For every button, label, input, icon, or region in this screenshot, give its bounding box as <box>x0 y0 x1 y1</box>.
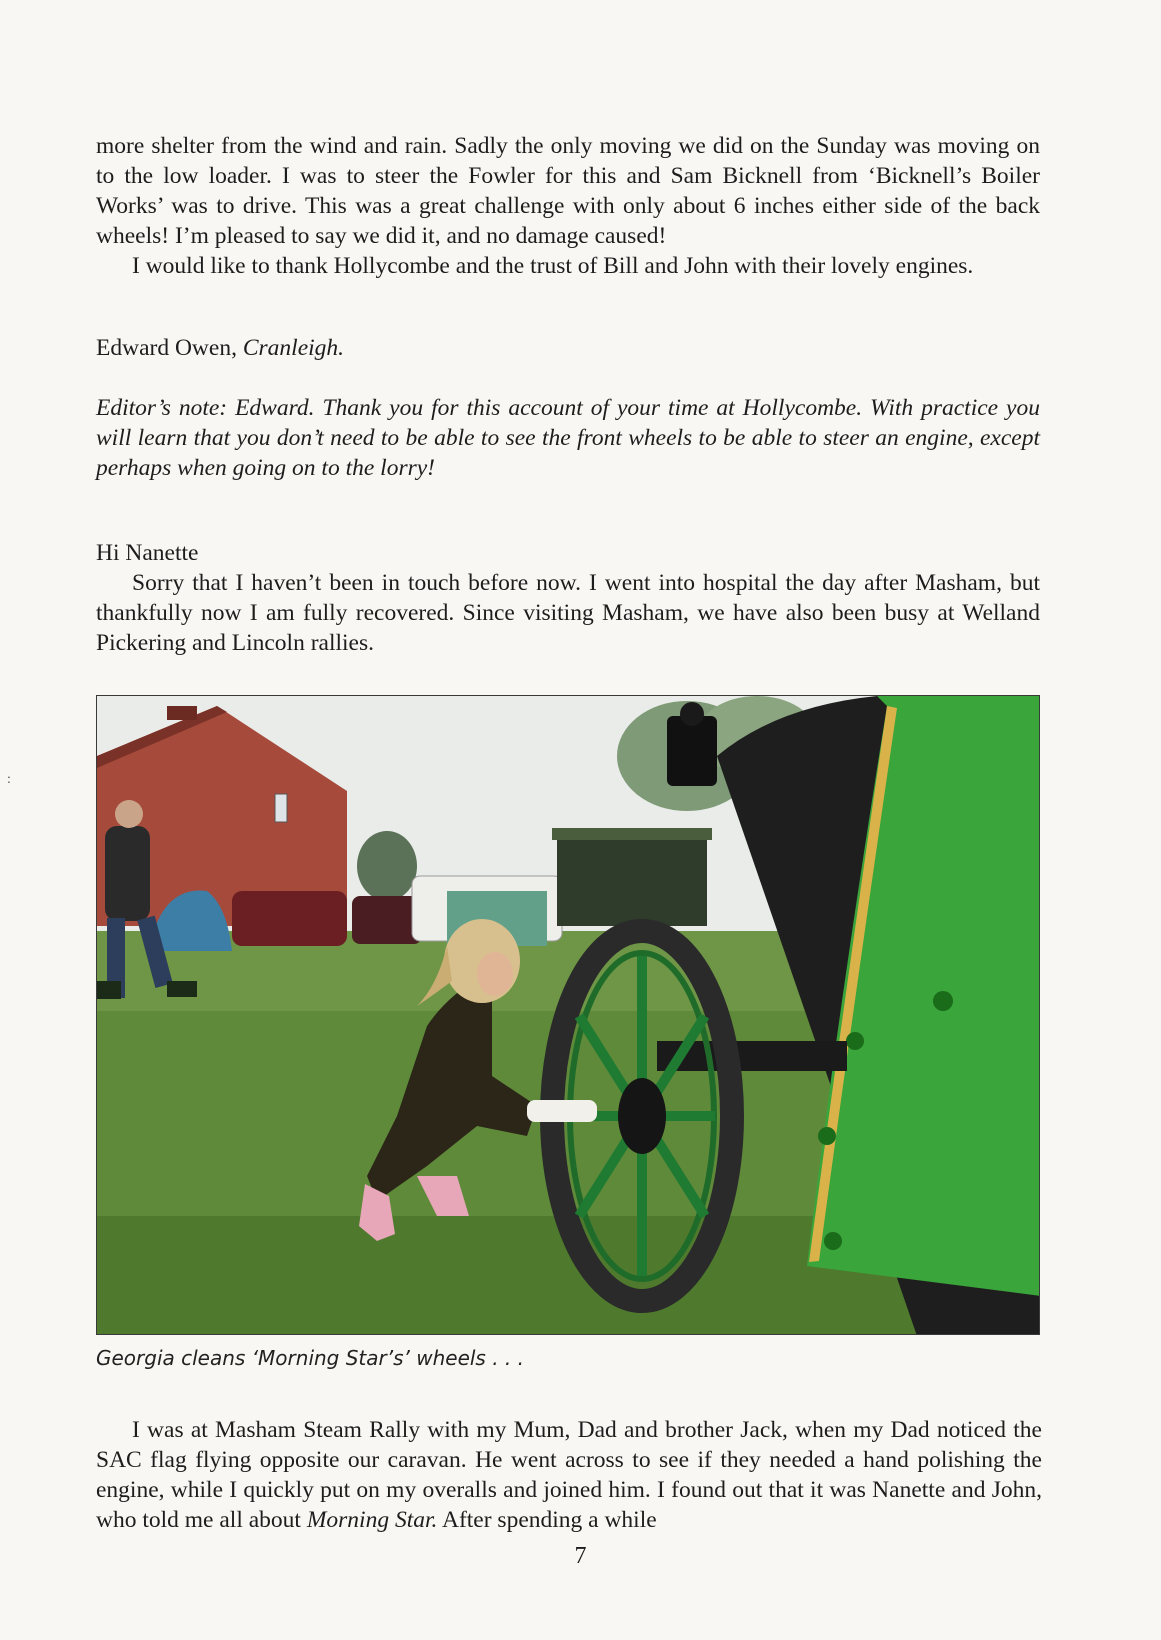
editor-note: Editor’s note: Edward. Thank you for this account of your time at Hollycombe. With practice you will learn that you don’t need to be able to see the front wheels to be able to steer an engine, except perhaps when going on to the lorry! <box>96 395 1040 481</box>
signature <box>96 333 1040 363</box>
photo-caption: Georgia cleans ‘Morning Star’s’ wheels . . . <box>96 1346 524 1370</box>
paragraph-text-end: After spending a while <box>437 1507 657 1533</box>
letter-edward-end <box>96 131 1040 281</box>
signature-place: Cranleigh. <box>242 335 345 361</box>
paragraph <box>96 1415 1042 1535</box>
paragraph: I would like to thank Hollycombe and the trust of Bill and John with their lovely engines. <box>132 253 974 279</box>
engine-name: Morning Star. <box>306 1507 438 1533</box>
page-number: 7 <box>574 1543 587 1569</box>
paragraph: Sorry that I haven’t been in touch before now. I went into hospital the day after Masham, but thankfully now I am fully recovered. Since visiting Masham, we have also been busy at Welland Pickering and Lincoln rallies. <box>96 570 1040 656</box>
letter-georgia <box>96 1415 1042 1535</box>
photo-georgia-wheel <box>96 695 1040 1335</box>
letter-nanette <box>96 538 1040 658</box>
signature-name: Edward Owen, <box>96 335 243 361</box>
greeting: Hi Nanette <box>96 540 199 566</box>
margin-mark: : <box>7 772 11 787</box>
paragraph: more shelter from the wind and rain. Sadly the only moving we did on the Sunday was moving on to the low loader. I was to steer the Fowler for this and Sam Bicknell from ‘Bicknell’s Boiler Works’ was to drive. This was a great challenge with only about 6 inches either side of the back wheels! I’m pleased to say we did it, and no damage caused! <box>96 133 1040 249</box>
paragraph-text: I was at Masham Steam Rally with my Mum, Dad and brother Jack, when my Dad noticed the SAC flag flying opposite our caravan. He went across to see if they needed a hand polishing the engine, while I quickly put on my overalls and joined him. I found out that it was Nanette and John, who told me all about <box>96 1417 1042 1533</box>
